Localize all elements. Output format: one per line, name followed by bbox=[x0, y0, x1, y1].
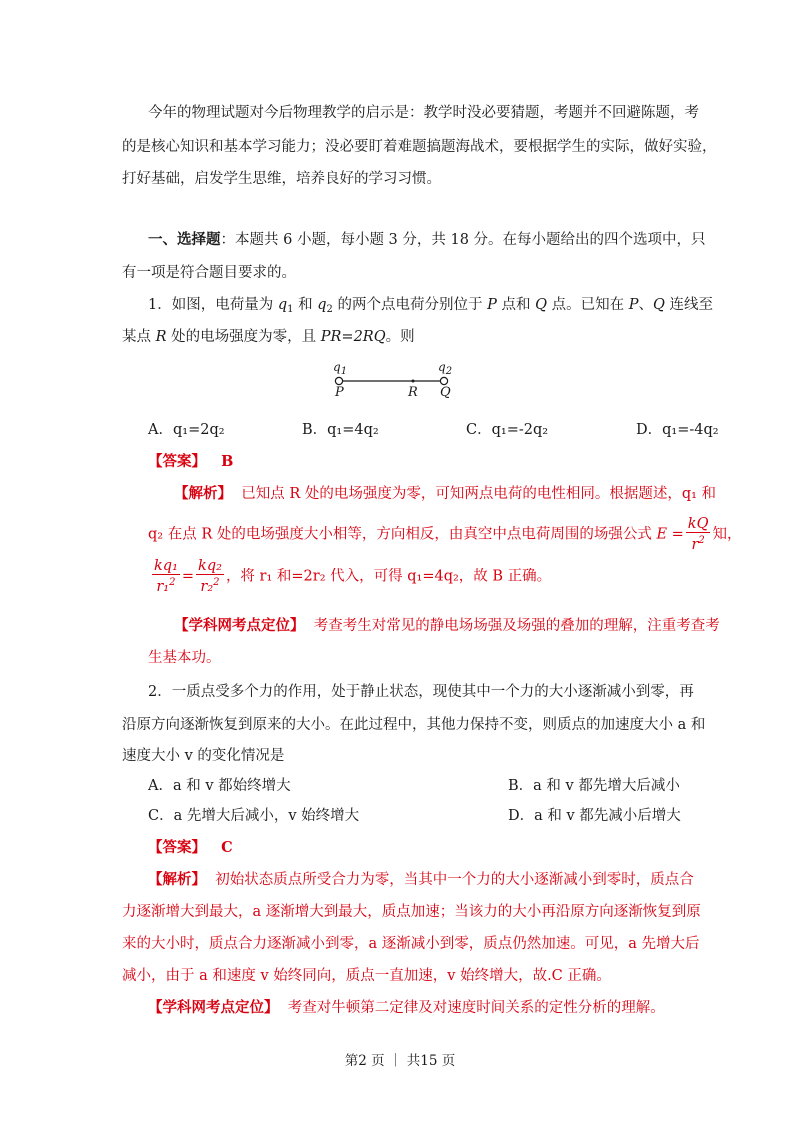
q1-option-c: C．q₁=-2q₂ bbox=[466, 422, 549, 438]
page-footer: 第2 页 ｜ 共15 页 bbox=[344, 1053, 456, 1069]
q2-analysis-line-4: 减小，由于 a 和速度 v 始终同向，质点一直加速，v 始终增大，故.C 正确。 bbox=[122, 968, 611, 984]
section-heading bbox=[148, 230, 706, 250]
q2-option-d: D．a 和 v 都先减小后增大 bbox=[508, 808, 681, 824]
label-q: Q bbox=[440, 385, 451, 400]
q1-keypoint-line-2: 生基本功。 bbox=[148, 650, 221, 666]
q2-stem-line-3: 速度大小 v 的变化情况是 bbox=[122, 748, 285, 764]
q2-option-a: A．a 和 v 都始终增大 bbox=[148, 778, 291, 794]
q2-option-b: B．a 和 v 都先增大后减小 bbox=[508, 778, 680, 794]
q2-stem-line-1: 2．一质点受多个力的作用，处于静止状态，现使其中一个力的大小逐渐减小到零，再 bbox=[148, 684, 694, 700]
q1-answer: 【答案】 B bbox=[148, 453, 234, 470]
q2-analysis-line-1: 【解析】 初始状态质点所受合力为零，当其中一个力的大小逐渐减小到零时，质点合 bbox=[148, 871, 694, 888]
label-r: R bbox=[408, 385, 418, 400]
intro-line-1: 今年的物理试题对今后物理教学的启示是：教学时没必要猜题，考题并不回避陈题，考 bbox=[148, 105, 699, 121]
q2-analysis-line-2: 力逐渐增大到最大，a 逐渐增大到最大，质点加速；当该力的大小再沿原方向逐渐恢复到原 bbox=[122, 904, 701, 920]
q1-option-d: D．q₁=-4q₂ bbox=[636, 422, 719, 438]
label-q1: $q_1$ bbox=[333, 360, 348, 377]
section-desc-1: ：本题共 6 小题，每小题 3 分，共 18 分。在每小题给出的四个选项中，只 bbox=[220, 232, 706, 248]
q1-charge-figure bbox=[326, 358, 466, 408]
section-title: 一、选择题 bbox=[148, 231, 221, 248]
q1-option-a: A．q₁=2q₂ bbox=[148, 422, 225, 438]
q2-keypoint: 【学科网考点定位】 考查对牛顿第二定律及对速度时间关系的定性分析的理解。 bbox=[148, 999, 665, 1016]
point-p-icon bbox=[335, 377, 342, 384]
q1-keypoint-line-1: 【学科网考点定位】 考查考生对常见的静电场场强及场强的叠加的理解，注重考查考 bbox=[174, 617, 720, 634]
q1-analysis-line-3: $\frac{\text{kq₁}}{r_1^2}$ = $\frac{\text{kq₂}}{r_2^2}$ ，将 r₁ 和=2r₂ 代入，可得 q₁=4q₂，故 B 正确。 bbox=[154, 558, 552, 595]
q1-stem-line-1: 1．如图，电荷量为 $q_1$ 和 $q_2$ 的两个点电荷分别位于 P 点和 Q 点。已知在 P、Q 连线至 bbox=[148, 297, 713, 315]
q2-option-c: C．a 先增大后减小，v 始终增大 bbox=[148, 808, 360, 824]
point-q-icon bbox=[440, 377, 447, 384]
intro-line-3: 打好基础，启发学生思维，培养良好的学习习惯。 bbox=[122, 171, 441, 187]
q1-stem-line-2: 某点 R 处的电场强度为零，且 PR=2RQ。则 bbox=[122, 329, 415, 345]
label-p: P bbox=[335, 385, 344, 400]
q1-analysis-line-1: 【解析】 已知点 R 处的电场强度为零，可知两点电荷的电性相同。根据题述，q₁ 和 bbox=[174, 485, 717, 502]
q1-analysis-line-2: q₂ 在点 R 处的电场强度大小相等，方向相反，由真空中点电荷周围的场强公式 E = $\frac{kQ}{r^2}$ 知， bbox=[148, 516, 742, 553]
q1-option-b: B．q₁=4q₂ bbox=[302, 422, 379, 438]
q2-stem-line-2: 沿原方向逐渐恢复到原来的大小。在此过程中，其他力保持不变，则质点的加速度大小 a 和 bbox=[122, 717, 706, 733]
q2-analysis-line-3: 来的大小时，质点合力逐渐减小到零，a 逐渐减小到零，质点仍然加速。可见，a 先增大后 bbox=[122, 936, 700, 952]
point-r-icon bbox=[412, 380, 415, 383]
label-q2: $q_2$ bbox=[438, 360, 453, 377]
section-desc-2: 有一项是符合题目要求的。 bbox=[122, 265, 296, 281]
intro-line-2: 的是核心知识和基本学习能力；没必要盯着难题搞题海战术，要根据学生的实际，做好实验， bbox=[122, 139, 717, 155]
q2-answer: 【答案】 C bbox=[148, 839, 233, 856]
